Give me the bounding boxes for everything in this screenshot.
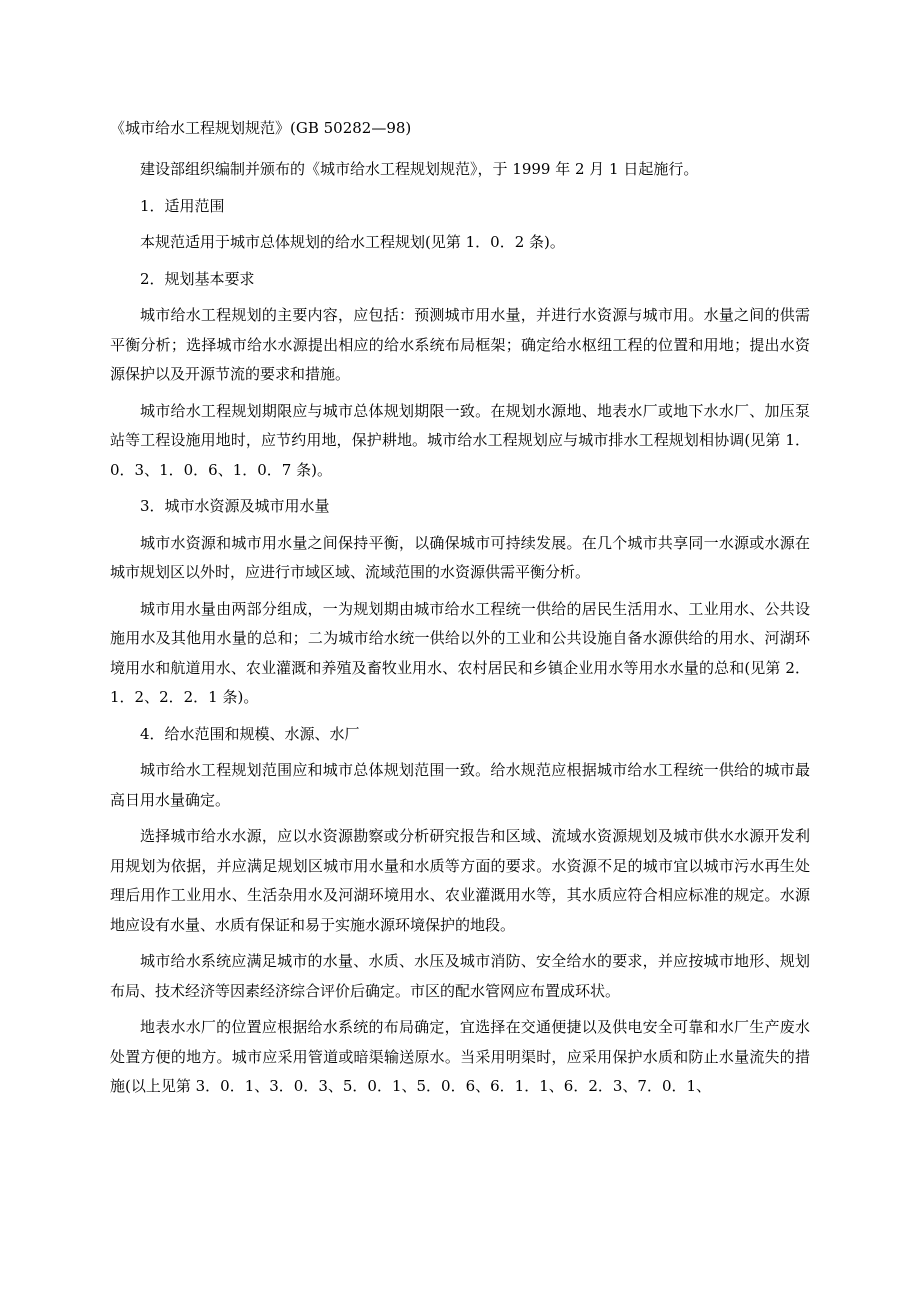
- document-title: 《城市给水工程规划规范》(GB 50282—98): [110, 119, 412, 137]
- section-4-paragraph-1: 城市给水工程规划范围应和城市总体规划范围一致。给水规范应根据城市给水工程统一供给的城市最高日用水量确定。: [110, 761, 810, 809]
- section-2-paragraph-2: 城市给水工程规划期限应与城市总体规划期限一致。在规划水源地、地表水厂或地下水水厂、加压泵站等工程设施用地时，应节约用地，保护耕地。城市给水工程规划应与城市排水工程规划相协调(见第 1．0．3、1．0．6、1．0．7 条)。: [110, 401, 810, 479]
- section-1-heading: 1．适用范围: [140, 196, 225, 215]
- section-4-heading: 4．给水范围和规模、水源、水厂: [140, 724, 360, 743]
- document-page: [110, 118, 810, 1109]
- section-4-paragraph-4: 地表水水厂的位置应根据给水系统的布局确定，宜选择在交通便捷以及供电安全可靠和水厂生产废水处置方便的地方。城市应采用管道或暗渠输送原水。当采用明渠时，应采用保护水质和防止水量流失的措施(以上见第 3．0．1、3．0．3、5．0．1、5．0．6、6．1．1、6．2．3、7．0．1、: [110, 1018, 810, 1095]
- section-3-heading: 3．城市水资源及城市用水量: [140, 497, 330, 515]
- section-2-heading: 2．规划基本要求: [140, 269, 255, 288]
- section-2-paragraph-1: 城市给水工程规划的主要内容，应包括：预测城市用水量，并进行水资源与城市用。水量之间的供需平衡分析；选择城市给水水源提出相应的给水系统布局框架；确定给水枢纽工程的位置和用地；提出水资源保护以及开源节流的要求和措施。: [110, 306, 810, 383]
- section-1-paragraph-1: 本规范适用于城市总体规划的给水工程规划(见第 1．0．2 条)。: [140, 233, 565, 251]
- section-4-paragraph-3: 城市给水系统应满足城市的水量、水质、水压及城市消防、安全给水的要求，并应按城市地形、规划布局、技术经济等因素经济综合评价后确定。市区的配水管网应布置成环状。: [110, 952, 810, 1000]
- section-4-paragraph-2: 选择城市给水水源，应以水资源勘察或分析研究报告和区域、流域水资源规划及城市供水水源开发利用规划为依据，并应满足规划区城市用水量和水质等方面的要求。水资源不足的城市宜以城市污水再生处理后用作工业用水、生活杂用水及河湖环境用水、农业灌溉用水等，其水质应符合相应标准的规定。水源地应设有水量、水质有保证和易于实施水源环境保护的地段。: [110, 827, 810, 934]
- intro-paragraph: 建设部组织编制并颁布的《城市给水工程规划规范》，于 1999 年 2 月 1 日起施行。: [140, 160, 699, 178]
- section-3-paragraph-1: 城市水资源和城市用水量之间保持平衡，以确保城市可持续发展。在几个城市共享同一水源或水源在城市规划区以外时，应进行市域区域、流域范围的水资源供需平衡分析。: [110, 533, 810, 581]
- section-3-paragraph-2: 城市用水量由两部分组成，一为规划期由城市给水工程统一供给的居民生活用水、工业用水、公共设施用水及其他用水量的总和；二为城市给水统一供给以外的工业和公共设施自备水源供给的用水、河湖环境用水和航道用水、农业灌溉和养殖及畜牧业用水、农村居民和乡镇企业用水等用水水量的总和(见第 2．1．2、2．2．1 条)。: [110, 599, 810, 706]
